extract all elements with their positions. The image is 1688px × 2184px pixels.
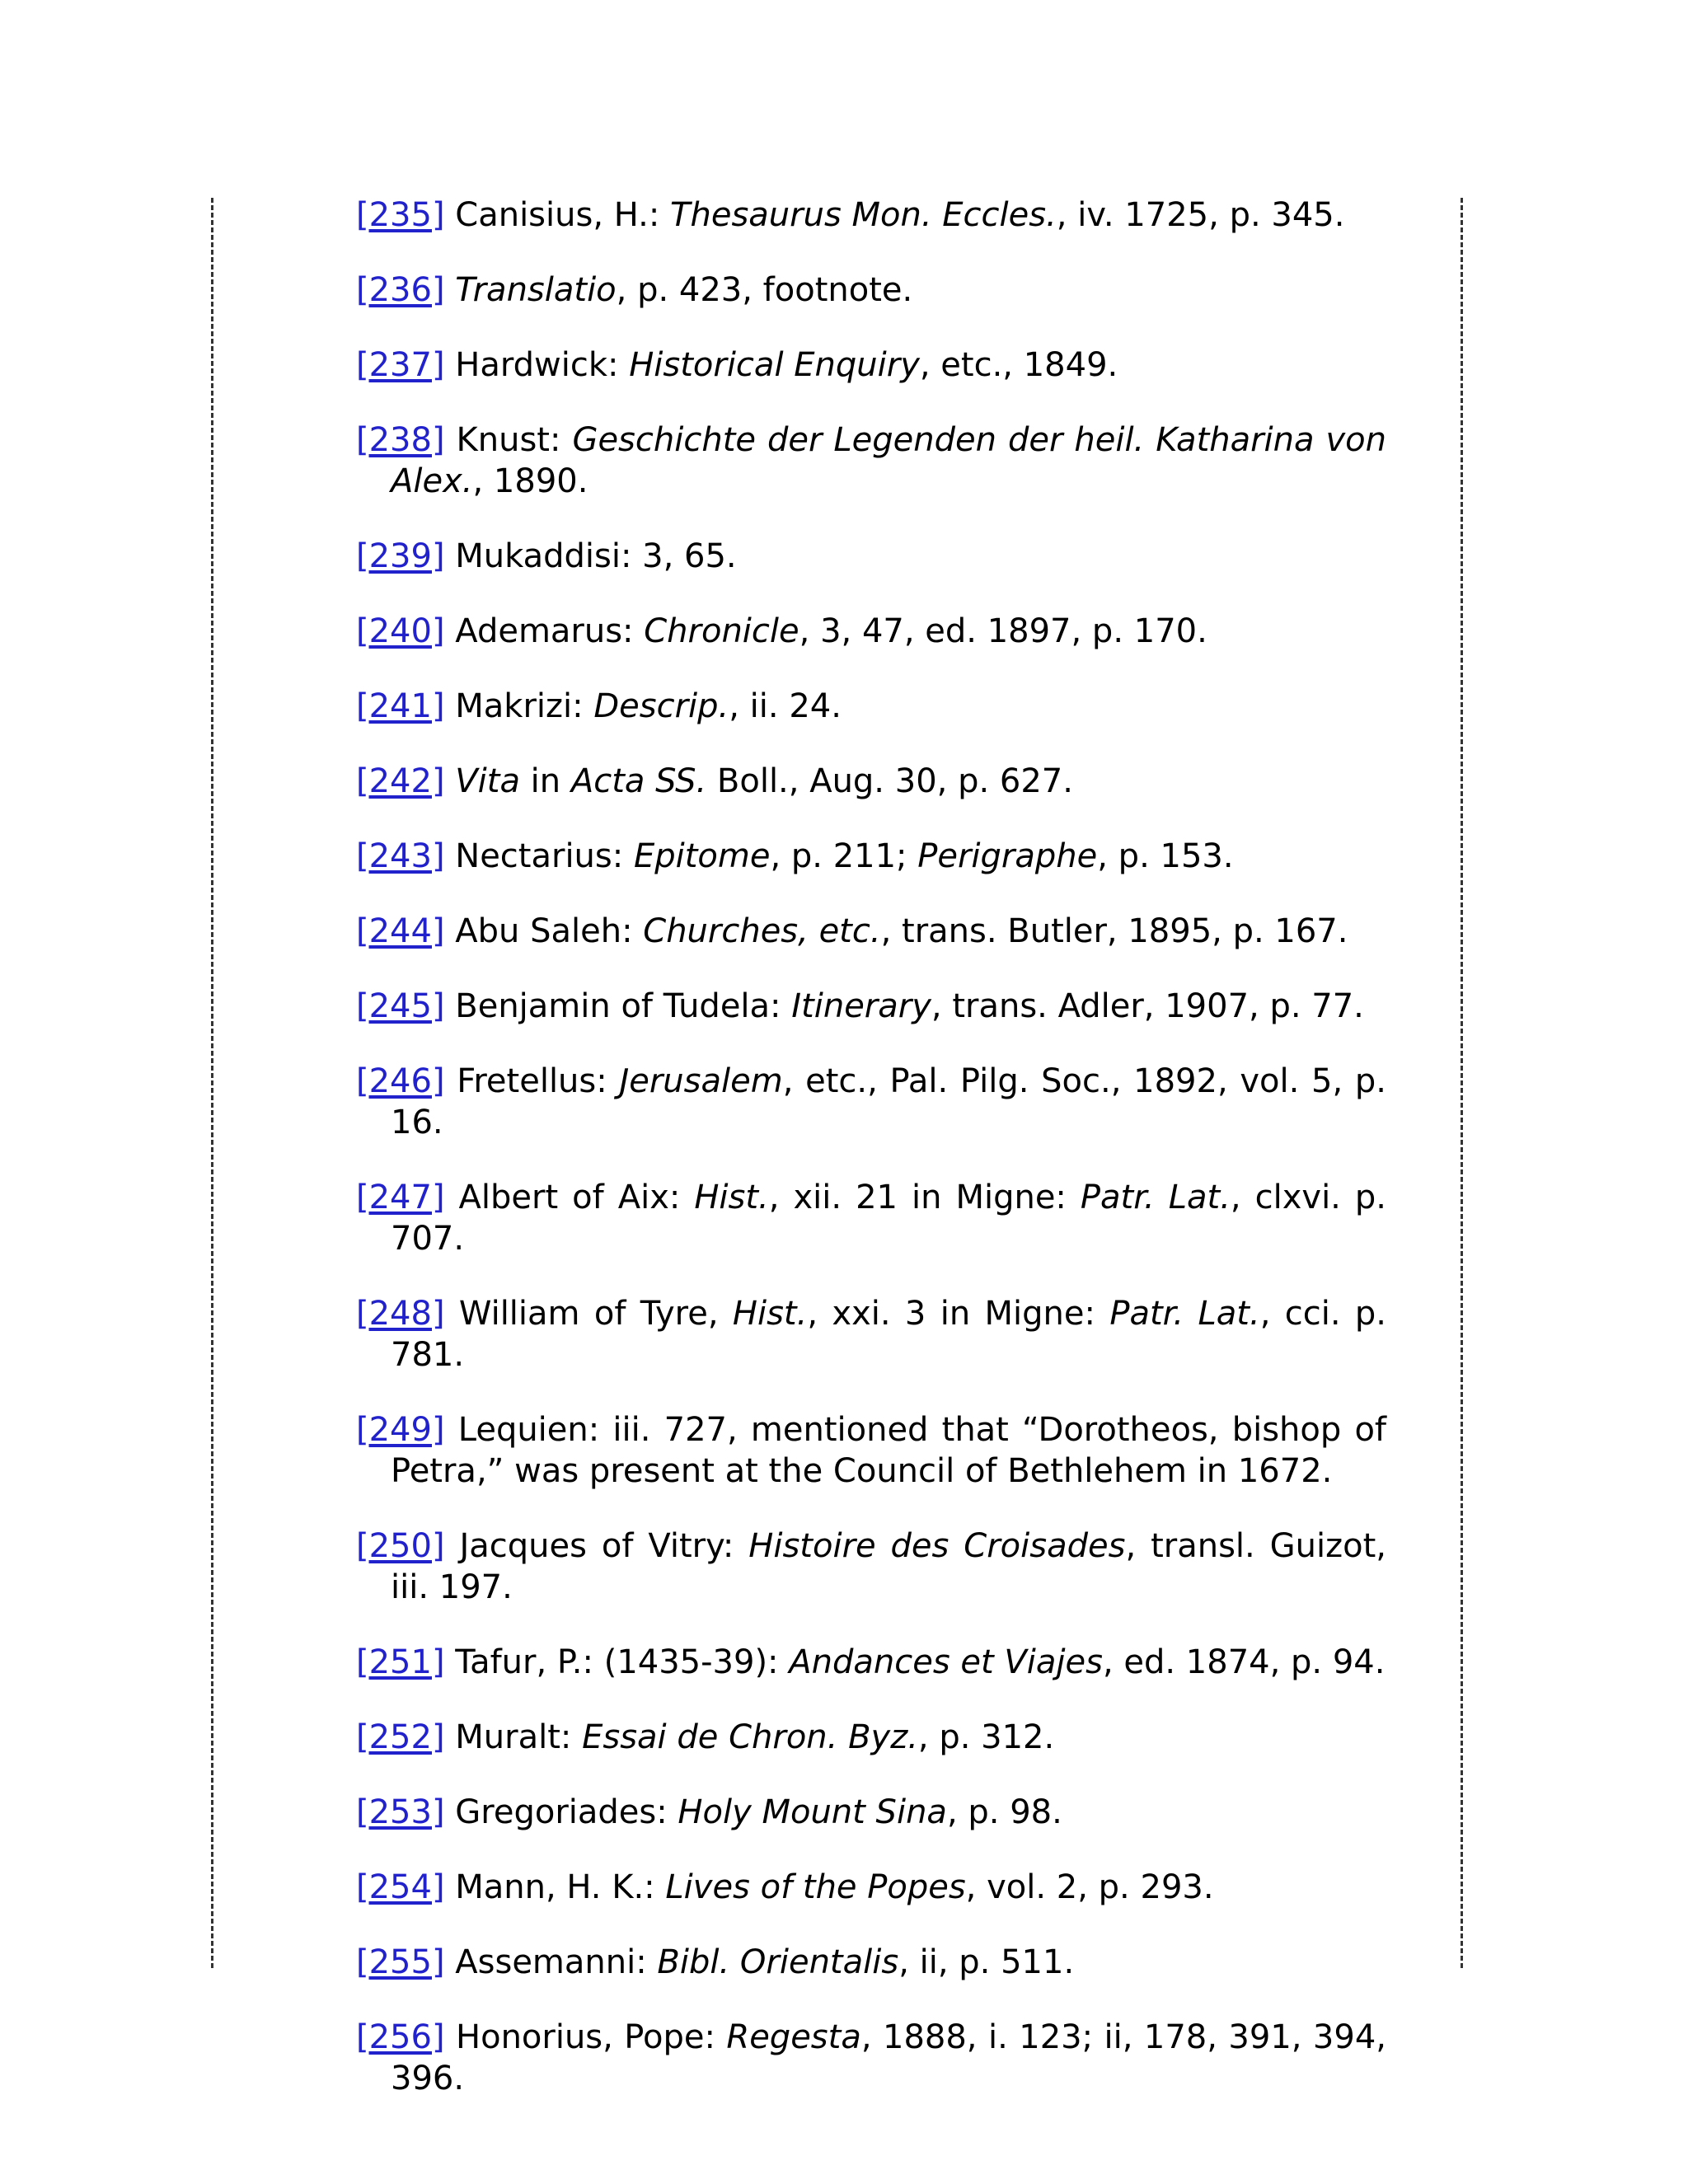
footnote-title-text: Patr. Lat. xyxy=(1080,1179,1231,1216)
footnote-title-text: Hist. xyxy=(732,1295,808,1333)
footnote-entry xyxy=(356,836,1386,877)
footnote-entry xyxy=(356,1717,1386,1758)
footnote-ref-link[interactable]: [251] xyxy=(356,1643,445,1681)
footnote-ref-link[interactable]: [235] xyxy=(356,196,445,234)
footnote-title-text: Patr. Lat. xyxy=(1109,1295,1260,1333)
footnote-text: Fretellus: xyxy=(444,1062,620,1100)
footnote-text: , etc., 1849. xyxy=(919,346,1118,384)
footnote-text: Ademarus: xyxy=(444,612,645,650)
footnote-ref-link[interactable]: [242] xyxy=(356,762,445,800)
footnote-text: , p. 423, footnote. xyxy=(616,271,913,309)
footnote-text: , 1888, i. 123; ii, 178, 391, 394, 396. xyxy=(391,2018,1386,2097)
footnote-text: , cci. p. 781. xyxy=(391,1295,1387,1374)
footnote-text: Abu Saleh: xyxy=(444,912,644,950)
footnote-ref-link[interactable]: [249] xyxy=(356,1411,445,1449)
footnote-text: Benjamin of Tudela: xyxy=(444,987,792,1025)
footnote-text xyxy=(445,762,456,800)
footnote-text: Makrizi: xyxy=(444,687,594,725)
footnote-ref-link[interactable]: [246] xyxy=(356,1062,445,1100)
footnote-title-text: Translatio xyxy=(455,271,617,309)
footnote-text: Boll., Aug. 30, p. 627. xyxy=(706,762,1073,800)
footnote-title-text: Epitome xyxy=(633,837,771,875)
footnote-title-text: Lives of the Popes xyxy=(665,1868,966,1906)
footnote-title-text: Essai de Chron. Byz. xyxy=(582,1718,918,1756)
footnote-title-text: Historical Enquiry xyxy=(629,346,920,384)
footnote-text: Hardwick: xyxy=(444,346,630,384)
footnote-text xyxy=(445,271,456,309)
footnote-ref-link[interactable]: [250] xyxy=(356,1527,445,1565)
footnote-text: Knust: xyxy=(444,421,573,459)
footnote-ref-link[interactable]: [240] xyxy=(356,612,445,650)
footnote-text: , etc., Pal. Pilg. Soc., 1892, vol. 5, p. 16. xyxy=(391,1062,1387,1141)
footnote-entry xyxy=(356,1642,1386,1683)
footnote-entry xyxy=(356,419,1386,502)
footnote-list xyxy=(356,194,1386,2133)
footnote-entry xyxy=(356,194,1386,236)
footnote-text: , vol. 2, p. 293. xyxy=(965,1868,1214,1906)
footnote-text: Gregoriades: xyxy=(444,1793,678,1831)
footnote-entry xyxy=(356,1061,1386,1143)
footnote-text: , ii, p. 511. xyxy=(898,1943,1075,1981)
footnote-text: Albert of Aix: xyxy=(444,1179,695,1216)
footnote-entry xyxy=(356,269,1386,311)
footnote-text: Tafur, P.: (1435-39): xyxy=(444,1643,790,1681)
footnote-text: , xxi. 3 in Migne: xyxy=(807,1295,1110,1333)
footnote-entry xyxy=(356,611,1386,652)
footnote-text: Canisius, H.: xyxy=(444,196,671,234)
footnote-text: , p. 312. xyxy=(917,1718,1055,1756)
footnote-entry xyxy=(356,344,1386,386)
left-margin-rule xyxy=(211,198,213,1968)
footnote-text: Lequien: iii. 727, mentioned that “Dorotheos, bishop of Petra,” was present at the Council of Bethlehem in 1672. xyxy=(391,1411,1386,1490)
footnote-text: , ii. 24. xyxy=(729,687,842,725)
right-margin-rule xyxy=(1461,198,1463,1968)
footnote-ref-link[interactable]: [241] xyxy=(356,687,445,725)
footnote-title-text: Andances et Viajes xyxy=(789,1643,1103,1681)
footnote-ref-link[interactable]: [243] xyxy=(356,837,445,875)
footnote-title-text: Bibl. Orientalis xyxy=(657,1943,899,1981)
footnote-ref-link[interactable]: [255] xyxy=(356,1943,445,1981)
footnote-text: Nectarius: xyxy=(444,837,634,875)
footnote-text: , 3, 47, ed. 1897, p. 170. xyxy=(799,612,1207,650)
footnote-entry xyxy=(356,686,1386,727)
footnote-ref-link[interactable]: [253] xyxy=(356,1793,445,1831)
footnote-text: , 1890. xyxy=(472,462,588,500)
footnote-text: , p. 98. xyxy=(946,1793,1062,1831)
footnote-ref-link[interactable]: [238] xyxy=(356,421,445,459)
footnote-ref-link[interactable]: [256] xyxy=(356,2018,445,2056)
footnote-ref-link[interactable]: [244] xyxy=(356,912,445,950)
footnote-ref-link[interactable]: [236] xyxy=(356,271,445,309)
footnote-title-text: Regesta xyxy=(726,2018,861,2056)
footnote-ref-link[interactable]: [252] xyxy=(356,1718,445,1756)
footnote-text: , iv. 1725, p. 345. xyxy=(1056,196,1345,234)
footnote-title-text: Hist. xyxy=(694,1179,769,1216)
footnote-ref-link[interactable]: [248] xyxy=(356,1295,445,1333)
footnote-title-text: Churches, etc. xyxy=(643,912,881,950)
footnote-entry xyxy=(356,1792,1386,1833)
footnote-title-text: Descrip. xyxy=(593,687,729,725)
footnote-ref-link[interactable]: [247] xyxy=(356,1179,445,1216)
footnote-entry xyxy=(356,1409,1386,1492)
footnote-title-text: Itinerary xyxy=(791,987,931,1025)
footnote-text: , trans. Butler, 1895, p. 167. xyxy=(880,912,1348,950)
footnote-title-text: Thesaurus Mon. Eccles. xyxy=(670,196,1057,234)
footnote-text: , trans. Adler, 1907, p. 77. xyxy=(931,987,1364,1025)
footnote-text: Mukaddisi: 3, 65. xyxy=(444,537,737,575)
footnote-title-text: Geschichte der Legenden der heil. Katharina von Alex. xyxy=(391,421,1386,500)
footnote-entry xyxy=(356,986,1386,1027)
footnote-entry xyxy=(356,1526,1386,1608)
footnote-text: , p. 153. xyxy=(1097,837,1234,875)
footnote-entry xyxy=(356,911,1386,952)
footnote-entry xyxy=(356,536,1386,577)
footnote-text: , p. 211; xyxy=(770,837,918,875)
footnote-entry xyxy=(356,1942,1386,1983)
footnote-ref-link[interactable]: [237] xyxy=(356,346,445,384)
footnote-ref-link[interactable]: [245] xyxy=(356,987,445,1025)
footnote-text: , transl. Guizot, iii. 197. xyxy=(391,1527,1386,1606)
footnote-text: , ed. 1874, p. 94. xyxy=(1102,1643,1386,1681)
footnote-ref-link[interactable]: [239] xyxy=(356,537,445,575)
footnote-text: Mann, H. K.: xyxy=(444,1868,666,1906)
footnote-entry xyxy=(356,2017,1386,2099)
footnote-text: , clxvi. p. 707. xyxy=(391,1179,1386,1258)
footnote-text: Honorius, Pope: xyxy=(444,2018,727,2056)
footnote-entry xyxy=(356,1177,1386,1259)
footnote-text: in xyxy=(519,762,571,800)
footnote-title-text: Jerusalem xyxy=(619,1062,783,1100)
footnote-text: Muralt: xyxy=(444,1718,583,1756)
footnote-title-text: Holy Mount Sina xyxy=(678,1793,947,1831)
footnote-entry xyxy=(356,1293,1386,1376)
footnote-text: Assemanni: xyxy=(444,1943,658,1981)
footnote-text: William of Tyre, xyxy=(444,1295,733,1333)
footnote-text: , xii. 21 in Migne: xyxy=(768,1179,1081,1216)
footnote-title-text: Chronicle xyxy=(644,612,799,650)
footnote-title-text: Histoire des Croisades xyxy=(748,1527,1126,1565)
footnote-entry xyxy=(356,1867,1386,1908)
footnote-entry xyxy=(356,761,1386,802)
footnote-title-text: Acta SS. xyxy=(570,762,707,800)
footnote-title-text: Perigraphe xyxy=(917,837,1098,875)
footnote-ref-link[interactable]: [254] xyxy=(356,1868,445,1906)
footnote-title-text: Vita xyxy=(455,762,520,800)
footnote-text: Jacques of Vitry: xyxy=(444,1527,749,1565)
